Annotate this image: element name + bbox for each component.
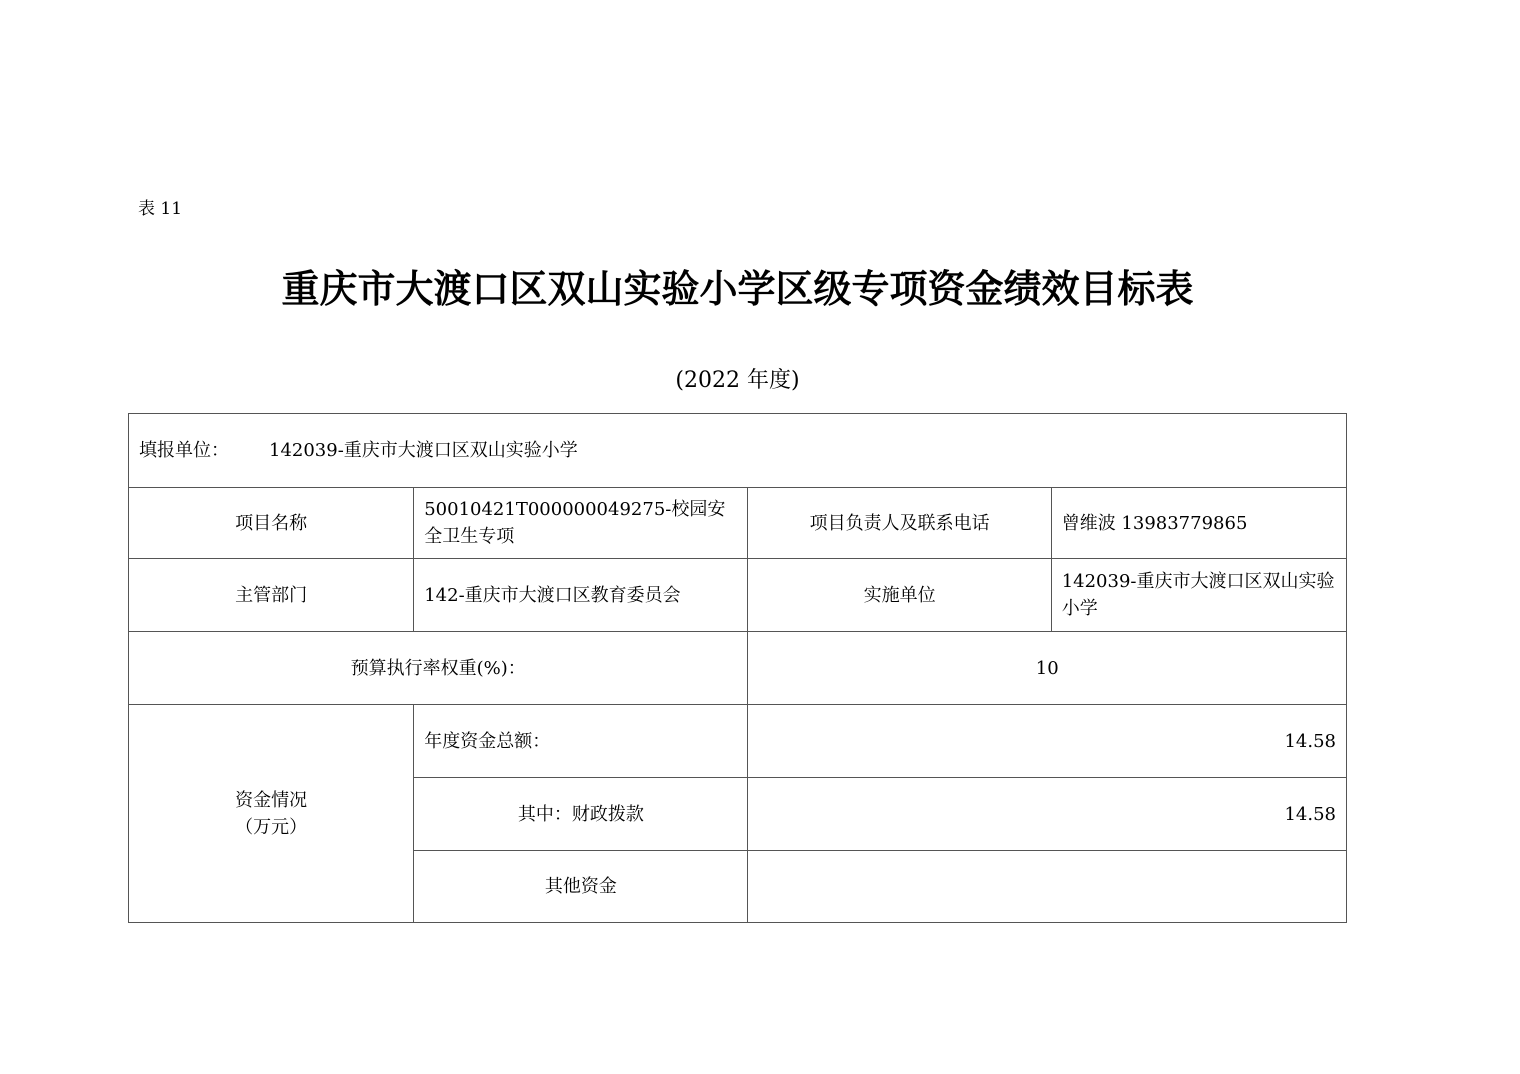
annual-total-value: 14.58 — [748, 705, 1347, 778]
annual-total-row — [129, 705, 1347, 778]
supervising-dept-label: 主管部门 — [129, 559, 414, 632]
budget-weight-label: 预算执行率权重(%)： — [129, 632, 748, 705]
funds-label: 资金情况 — [235, 789, 308, 811]
other-funds-label: 其他资金 — [414, 851, 748, 923]
annual-total-label: 年度资金总额： — [414, 705, 748, 778]
supervising-dept-value: 142-重庆市大渡口区教育委员会 — [414, 559, 748, 632]
reporting-unit-row — [129, 414, 1347, 488]
project-name-value: 50010421T000000049275-校园安全卫生专项 — [414, 488, 748, 559]
reporting-unit-label: 填报单位： — [139, 440, 229, 461]
project-leader-label: 项目负责人及联系电话 — [748, 488, 1051, 559]
project-name-label: 项目名称 — [129, 488, 414, 559]
implementing-unit-label: 实施单位 — [748, 559, 1051, 632]
other-funds-value — [748, 851, 1347, 923]
budget-weight-row — [129, 632, 1347, 705]
reporting-unit-cell — [129, 414, 1347, 488]
document-title: 重庆市大渡口区双山实验小学区级专项资金绩效目标表 — [281, 267, 1194, 311]
funds-unit: （万元） — [235, 816, 308, 838]
table-number-label: 表 11 — [138, 199, 183, 219]
document-subtitle-year: (2022 年度) — [675, 368, 800, 393]
project-row — [129, 488, 1347, 559]
implementing-unit-value: 142039-重庆市大渡口区双山实验小学 — [1051, 559, 1346, 632]
performance-target-table — [128, 413, 1347, 923]
budget-weight-value: 10 — [748, 632, 1347, 705]
department-row — [129, 559, 1347, 632]
funds-label-cell — [129, 705, 414, 923]
project-leader-value: 曾维波 13983779865 — [1051, 488, 1346, 559]
fiscal-allocation-label: 其中：财政拨款 — [414, 778, 748, 851]
reporting-unit-value: 142039-重庆市大渡口区双山实验小学 — [269, 440, 578, 461]
fiscal-allocation-value: 14.58 — [748, 778, 1347, 851]
